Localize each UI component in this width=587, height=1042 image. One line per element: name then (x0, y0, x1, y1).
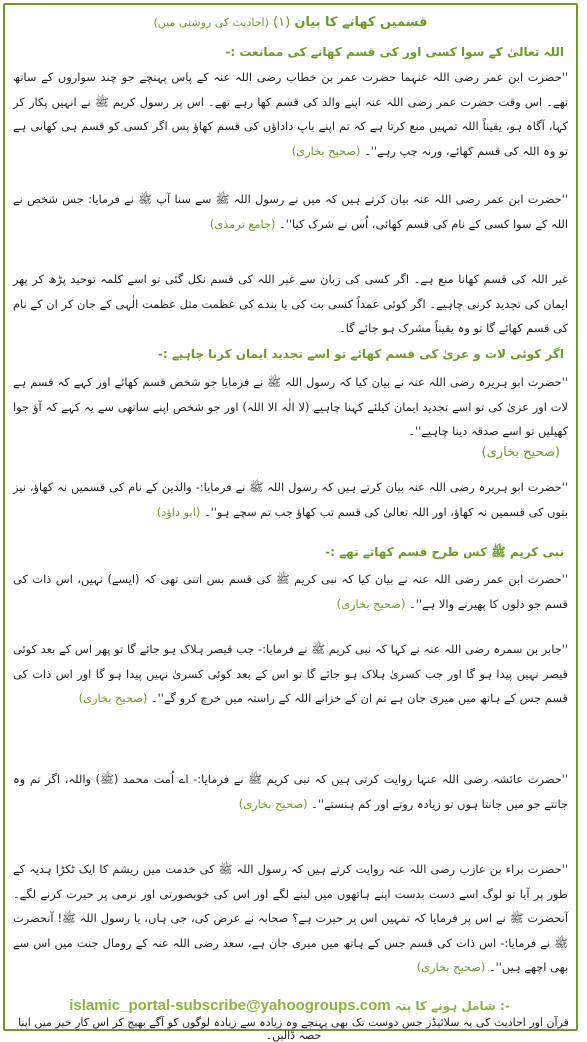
section1-para3: غیر اللہ کی قسم کھانا منع ہے۔ اگر کسی کی زبان سے غیر اللہ کی قسم نکل گئی تو اسے کلمہ توحید پڑھ کر پھر ایمان کی تجدید کرنی چاہیے۔ اگر کوئی عمداً کسی بت کی یا بندے کی عظمت مثل عظمت الٰہی کے جان کر ان کے نام کی قسم کھائے گا تو وہ یقیناً مشرک ہو جائے گا۔ (13, 272, 568, 335)
footer-note: قرآن اور احادیث کی یہ سلائیڈز جس دوست تک بھی پہنچے وہ زیادہ سے زیادہ لوگوں کو آگے بھیج کر اس کارِ خیر میں اپنا حصہ ڈالیں۔ (18, 1016, 569, 1042)
section1-para1-text: ''حضرت ابن عمر رضی اللہ عنہما حضرت عمر بن خطاب رضی اللہ عنہ کے پاس پہنچے جو چند سواروں کے ساتھ تھے۔ اس وقت حضرت عمر رضی اللہ عنہ اپنے والد کی قسم کھا رہے تھے۔ اس پر رسول کریم ﷺ نے انہیں پکار کر کہا، آگاہ ہو، یقیناً اللہ تمہیں منع کرتا ہے کہ تم اپنے باپ داداؤں کی قسم کھاؤ پس اگر کسی کو قسم ہی کھانی ہے تو وہ اللہ کی قسم کھائے، ورنہ چپ رہے''۔ (13, 70, 568, 158)
section2-ref2: (ابو داؤد) (156, 504, 201, 519)
section3-para4 (13, 857, 568, 980)
section3-ref1: (صحیح بخاری) (336, 596, 406, 611)
section3-ref4: (صحیح بخاری) (416, 960, 486, 974)
section1-ref2: (جامع ترمذی) (209, 216, 276, 231)
section3-para3 (13, 767, 568, 816)
title-sub: (احادیث کی روشنی میں) (153, 16, 269, 29)
section1-heading: اللہ تعالیٰ کے سوا کسی اور کی قسم کھانے کی ممانعت :- (225, 45, 564, 59)
content-frame (3, 3, 578, 1031)
subscribe-email-link[interactable]: islamic_portal-subscribe@yahoogroups.com (69, 997, 391, 1014)
section3-heading: نبی کریم ﷺ کس طرح قسم کھاتے تھے :- (325, 545, 564, 559)
section2-para2-text: ''حضرت ابو ہریرہ رضی اللہ عنہ بیان کرتے ہیں کہ رسول اللہ ﷺ نے فرمایا:- والدین کے نام کی قسمیں نہ کھاؤ، نیز بتوں کی قسمیں نہ کھاؤ، اور اللہ تعالیٰ کی قسم تب کھاؤ جب تم سچے ہو''۔ (13, 480, 568, 519)
section1-para2 (13, 187, 568, 236)
section2-heading: اگر کوئی لات و عزیٰ کی قسم کھائے تو اسے تجدید ایمان کرنا چاہیے :- (157, 347, 564, 361)
section3-para1 (13, 567, 568, 616)
section3-para2 (13, 637, 568, 711)
title-number: (۱) (273, 15, 291, 30)
section3-para1-text: ''حضرت ابن عمر رضی اللہ عنہ نے بیان کیا کہ نبی کریم ﷺ کی قسم بس اتنی تھی کہ (ایسے) نہیں، اس ذات کی قسم جو دلوں کا پھیرنے والا ہے''۔ (13, 572, 568, 611)
section3-para2-text: ''جابر بن سمرہ رضی اللہ عنہ نے کہا کہ نبی کریم ﷺ نے فرمایا:- جب قیصر ہلاک ہو جائے گا تو پھر اس کے بعد کوئی قیصر نہیں پیدا ہو گا اور جب کسریٰ ہلاک ہو جائے گا تو اس کے بعد کوئی کسریٰ نہیں پیدا ہو گا اور اس ذات کی قسم جس کے ہاتھ میں میری جان ہے تم ان کے خزانے اللہ کے راستہ میں خرچ کرو گے''۔ (13, 642, 568, 705)
section3-para4-text: ''حضرت براء بن عازب رضی اللہ عنہ روایت کرتے ہیں کہ رسول اللہ ﷺ کی خدمت میں ریشم کا ایک ٹکڑا ہدیہ کے طور پر آیا تو لوگ اسے دست بدست اپنے ہاتھوں میں لینے لگے اور اس کی خوبصورتی اور نرمی پر حیرت کرنے لگے۔ آنحضرت ﷺ نے اس پر فرمایا کہ تمہیں اس پر حیرت ہے؟ صحابہ نے عرض کی، جی ہاں، یا رسول اللہ ﷺ! آنحضرت ﷺ نے فرمایا:- اس ذات کی قسم جس کے ہاتھ میں میری جان ہے، سعد رضی اللہ عنہ کے رومال جنت میں اس سے بھی اچھے ہیں''۔ (13, 862, 568, 974)
title-main: قسمیں کھانے کا بیان (294, 15, 428, 30)
section1-ref1: (صحیح بخاری) (291, 143, 361, 158)
section1-para1 (13, 65, 568, 163)
page-title (5, 15, 576, 30)
section3-para3-text: ''حضرت عائشہ رضی اللہ عنہا روایت کرتی ہیں کہ نبی کریم ﷺ نے فرمایا:- اے اُمت محمد (ﷺ) واللہ، اگر تم وہ جانتے جو میں جانتا ہوں تو زیادہ روتے اور کم ہنستے''۔ (13, 772, 568, 811)
section2-para2 (13, 475, 568, 524)
section3-ref3: (صحیح بخاری) (238, 796, 308, 811)
subscribe-label: شامل ہونے کا پتہ :- (394, 999, 510, 1013)
subscribe-row (0, 997, 587, 1014)
section3-ref2: (صحیح بخاری) (78, 691, 148, 705)
section2-ref1: (صحیح بخاری) (481, 445, 560, 460)
section2-para1: ''حضرت ابو ہریرہ رضی اللہ عنہ نے بیان کیا کہ رسول اللہ ﷺ نے فرمایا جو شخص قسم کھائے اور کہے کہ قسم ہے لات اور عزیٰ کی تو اسے تجدید ایمان کیلئے کہنا چاہیے (لا الٰہ الا اللہ) اور جو شخص اپنے ساتھی سے یہ کہے کہ آؤ جوا کھیلیں تو اسے صدقہ دینا چاہیے''۔ (13, 375, 568, 438)
section1-para2-text: ''حضرت ابن عمر رضی اللہ عنہ بیان کرتے ہیں کہ میں نے رسول اللہ ﷺ سے سنا آپ ﷺ نے فرمایا: جس شخص نے اللہ کے سوا کسی کے نام کی قسم کھائی، اُس نے شرک کیا''۔ (13, 192, 568, 231)
